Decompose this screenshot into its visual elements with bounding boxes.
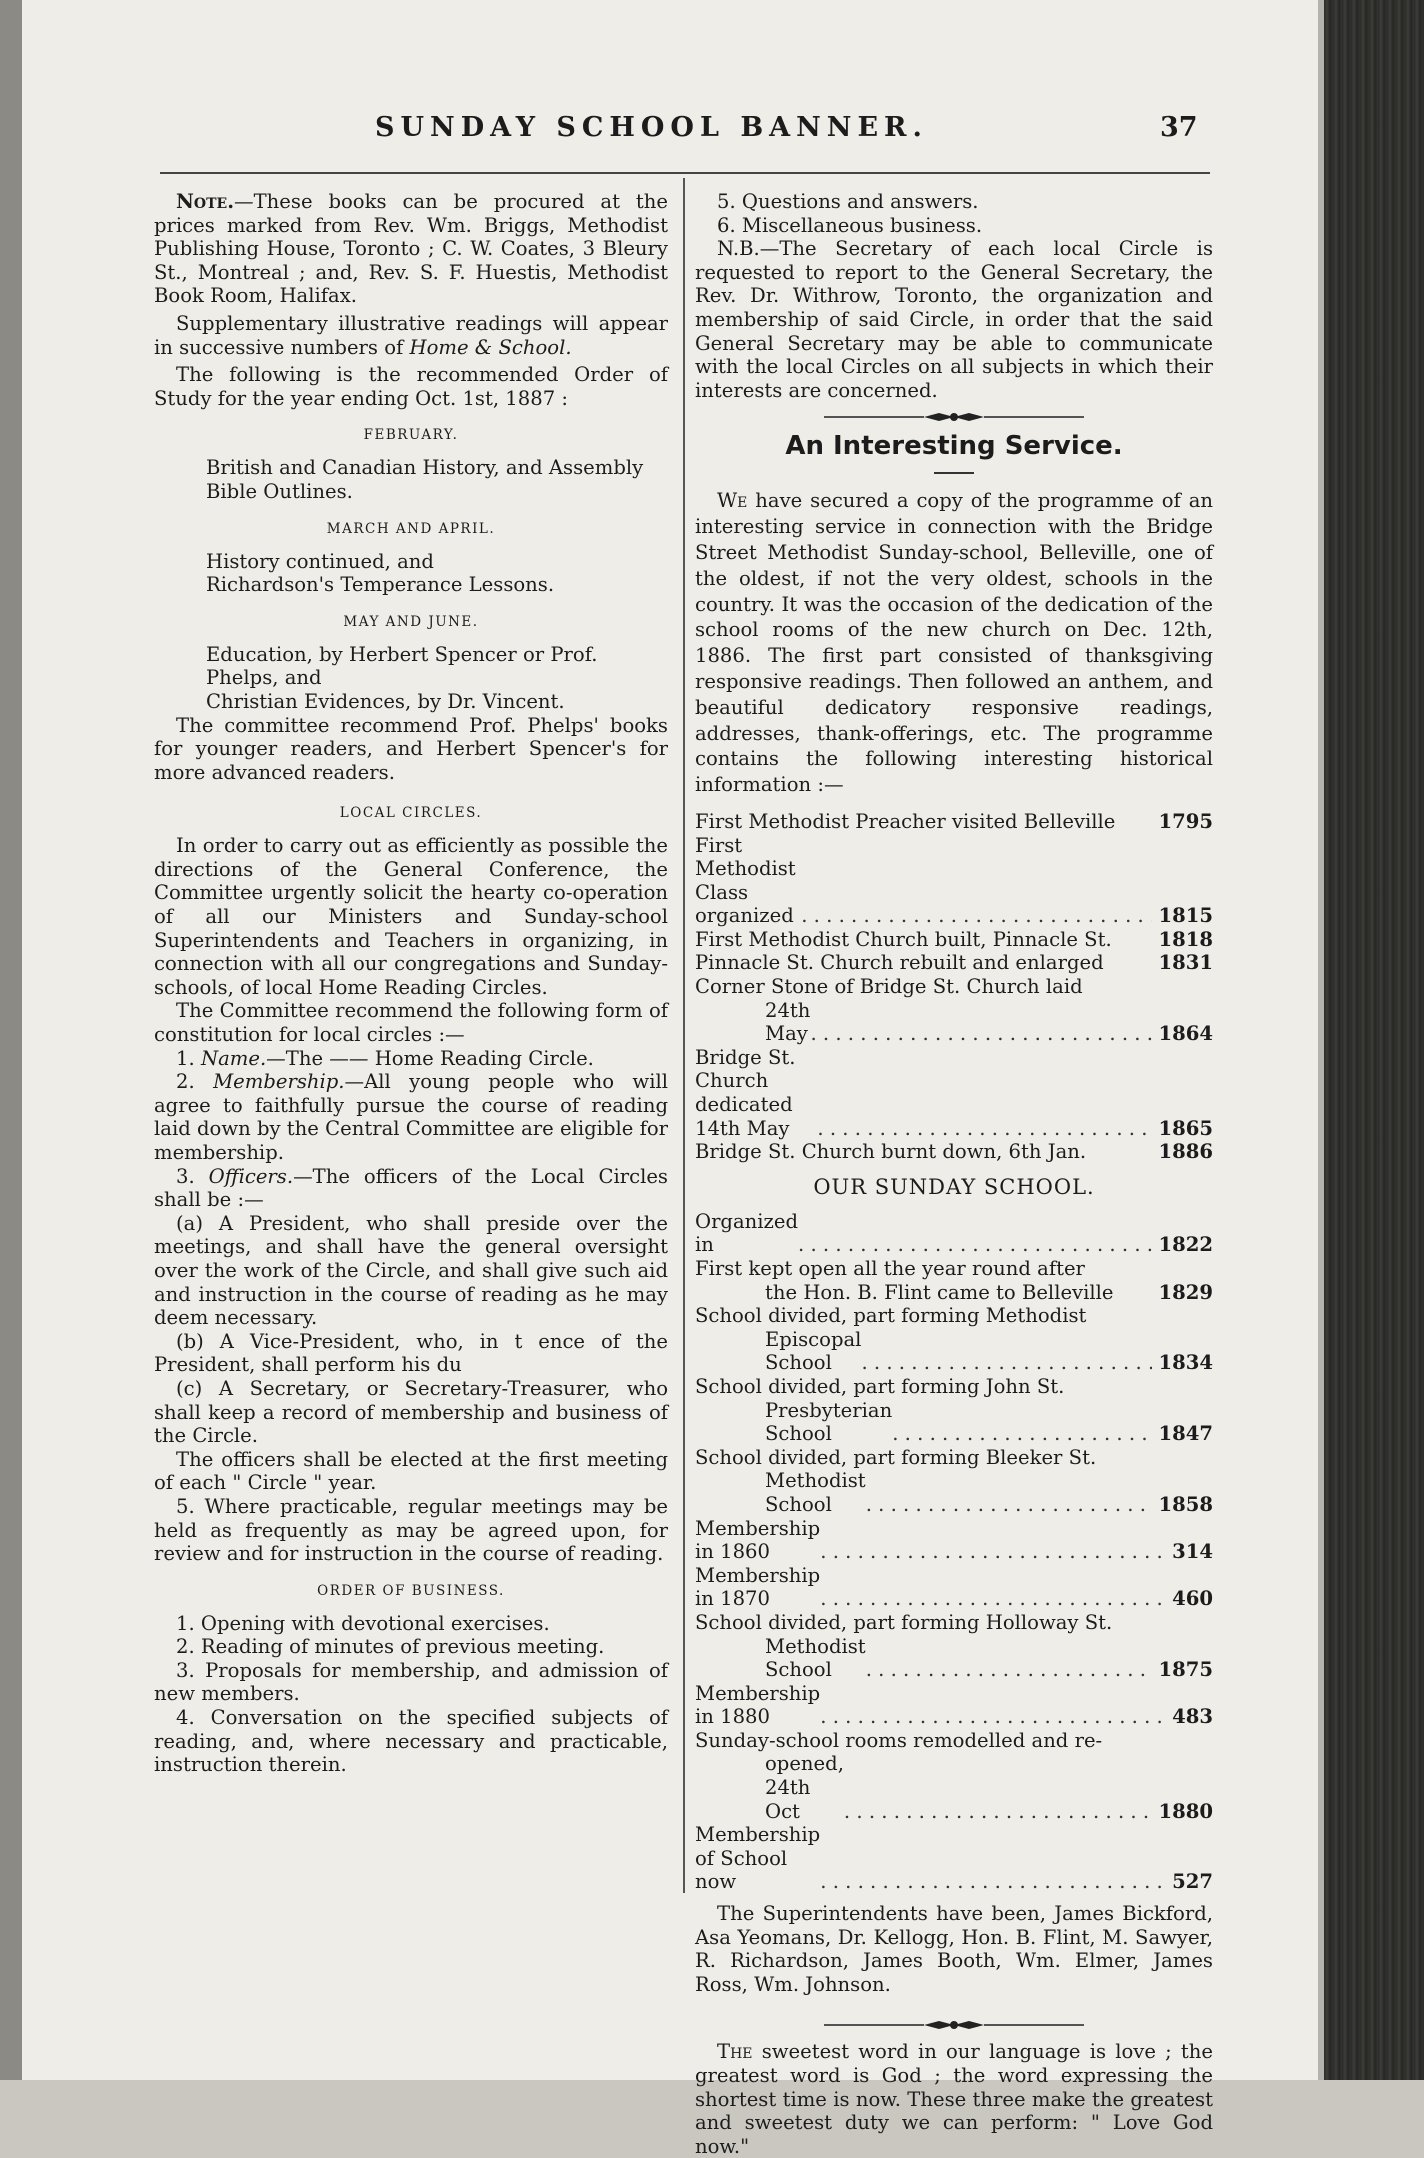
article-lead: We: [717, 489, 748, 513]
note-paragraph: [154, 190, 668, 308]
church-history-label: Corner Stone of Bridge St. Church laid: [695, 975, 1083, 999]
school-history-label: Methodist School: [765, 1634, 866, 1682]
school-history-entry: [695, 1752, 1213, 1823]
item-3-label: Officers.: [208, 1164, 294, 1188]
march-april-heading: MARCH AND APRIL.: [326, 520, 496, 537]
school-history-label: Membership in 1880: [695, 1681, 821, 1729]
school-history-label: Organized in: [695, 1209, 799, 1257]
school-history-label: Membership in 1870: [695, 1563, 821, 1611]
business-item-5: 5. Questions and answers.: [717, 190, 979, 213]
church-history-year: 1865: [1158, 1116, 1213, 1140]
column-divider: [683, 178, 685, 1893]
supplementary-italic: Home & School.: [409, 335, 572, 359]
leader-dots: [820, 1587, 1166, 1611]
article-title: An Interesting Service.: [785, 431, 1123, 462]
constitution-item-2: [154, 1070, 668, 1164]
local-circles-heading: LOCAL CIRCLES.: [339, 805, 483, 822]
school-history-year: 1829: [1158, 1280, 1213, 1304]
church-history-label: Pinnacle St. Church rebuilt and enlarged: [695, 951, 1104, 975]
church-history-entry: [695, 1046, 1213, 1140]
church-history-entry: [695, 928, 1213, 952]
church-history-year: 1864: [1158, 1022, 1213, 1046]
leader-dots: [820, 1870, 1166, 1894]
item-2-text: —All young people who will agree to faithfully pursue the course of reading laid down by the Central Committee are eligible for membership.: [154, 1070, 669, 1164]
school-history-line: [695, 1611, 1213, 1635]
ornament-divider-2: [824, 2018, 1084, 2032]
business-item-3: 3. Proposals for membership, and admission of new members.: [154, 1658, 668, 1706]
church-history-label: Bridge St. Church dedicated 14th May: [695, 1045, 796, 1140]
constitution-item-1: [154, 1047, 668, 1071]
local-circles-paragraph-1: In order to carry out as efficiently as possible the directions of the General Conference, the Committee urgently solicit the hearty co-operation of all our Ministers and Sunday-school Superintendents and Teachers in organizing, in connection with all our congregations and Sunday-schools, of local Home Reading Circles.: [154, 834, 668, 999]
constitution-item-3: [154, 1165, 668, 1212]
school-history-entry: [695, 1399, 1213, 1446]
church-history-label: First Methodist Class organized: [695, 833, 796, 928]
school-history-list: [695, 1210, 1213, 1894]
school-history-year: 1822: [1158, 1233, 1213, 1257]
church-history-label: Bridge St. Church burnt down, 6th Jan.: [695, 1140, 1087, 1164]
leader-dots: [866, 1493, 1153, 1517]
church-history-line: [695, 975, 1213, 999]
school-history-label: Membership in 1860: [695, 1516, 821, 1564]
school-history-year: 1880: [1158, 1799, 1213, 1823]
leader-dots: [810, 1022, 1152, 1046]
church-history-label: First Methodist Church built, Pinnacle St.: [695, 927, 1112, 951]
item-1-number: 1.: [176, 1046, 195, 1070]
business-item-1: 1. Opening with devotional exercises.: [176, 1611, 550, 1635]
school-history-entry: [695, 1823, 1213, 1894]
officer-secretary: (c) A Secretary, or Secretary-Treasurer, who shall keep a record of membership and business of the Circle.: [154, 1376, 668, 1448]
school-history-year: 1875: [1158, 1658, 1213, 1682]
school-history-label: School divided, part forming John St.: [695, 1374, 1065, 1398]
school-history-year: 314: [1172, 1540, 1213, 1564]
superintendents-paragraph: The Superintendents have been, James Bickford, Asa Yeomans, Dr. Kellogg, Hon. B. Flint, M. Sawyer, R. Richardson, James Booth, Wm. Elmer, James Ross, Wm. Johnson.: [695, 1902, 1213, 1996]
church-history-entry: [695, 810, 1213, 834]
church-history-entry: [695, 999, 1213, 1046]
leader-dots: [892, 1422, 1152, 1446]
school-history-entry: [695, 1635, 1213, 1682]
church-history-entry: [695, 834, 1213, 928]
business-item-2: 2. Reading of minutes of previous meeting.: [176, 1635, 605, 1659]
book-spine: [1324, 0, 1424, 2080]
leader-dots: [798, 1233, 1152, 1257]
left-column: [154, 190, 668, 1777]
item-2-number: 2.: [176, 1070, 195, 1094]
church-history-year: 1795: [1158, 809, 1213, 833]
article-text: have secured a copy of the programme of an interesting service in connection with the Bridge Street Methodist Sunday-school, Belleville, one of the oldest, if not the very oldest, schools in the country. It was the occasion of the dedication of the school rooms of the new church on Dec. 12th, 1886. The first part consisted of thanksgiving responsive readings. Then followed an anthem, and beautiful dedicatory responsive readings, addresses, thank-offerings, etc. The programme contains the following interesting historical information :—: [695, 489, 1213, 797]
school-history-label: Presbyterian School: [765, 1398, 893, 1446]
note-text: —These books can be procured at the prices marked from Rev. Wm. Briggs, Methodist Publishing House, Toronto ; C. W. Coates, 3 Bleury St., Montreal ; and, Rev. S. F. Huestis, Methodist Book Room, Halifax.: [154, 190, 668, 308]
leader-dots: [817, 1117, 1152, 1141]
leader-dots: [844, 1800, 1153, 1824]
title-underline: [934, 472, 974, 474]
may-june-heading: MAY AND JUNE.: [343, 613, 479, 630]
nb-paragraph: N.B.—The Secretary of each local Circle is requested to report to the General Secretary, the Rev. Dr. Withrow, Toronto, the organization and membership of said Circle, in order that the said General Secretary may be able to communicate with the local Circles on all subjects in which their interests are concerned.: [695, 237, 1213, 402]
order-of-study-paragraph: The following is the recommended Order of Study for the year ending Oct. 1st, 1887 :: [154, 363, 668, 410]
page-number: 37: [1160, 112, 1198, 143]
leader-dots: [801, 904, 1152, 928]
order-of-business-heading: ORDER OF BUSINESS.: [317, 1582, 505, 1599]
school-history-label: School divided, part forming Methodist: [695, 1304, 1087, 1328]
school-history-entry: [695, 1564, 1213, 1611]
item-2-label: Membership.: [213, 1070, 345, 1094]
school-history-entry: [695, 1328, 1213, 1375]
may-text-1: Education, by Herbert Spencer or Prof. Phelps, and: [206, 642, 598, 690]
item-3-text: —The officers of the Local Circles shall be :—: [154, 1164, 668, 1212]
church-history-list: [695, 810, 1213, 1164]
school-history-label: Methodist School: [765, 1469, 866, 1516]
item-3-number: 3.: [176, 1164, 195, 1188]
school-history-entry: [695, 1210, 1213, 1257]
school-history-entry: [695, 1682, 1213, 1729]
election-paragraph: The officers shall be elected at the first meeting of each " Circle " year.: [154, 1447, 668, 1495]
school-history-line: [695, 1304, 1213, 1328]
school-history-label: the Hon. B. Flint came to Belleville: [765, 1280, 1114, 1304]
school-history-label: Sunday-school rooms remodelled and re-: [695, 1728, 1103, 1752]
local-circles-paragraph-2: The Committee recommend the following form of constitution for local circles :—: [154, 999, 668, 1047]
church-history-year: 1818: [1158, 927, 1213, 951]
school-history-year: 1834: [1158, 1351, 1213, 1375]
february-text: British and Canadian History, and Assembly Bible Outlines.: [206, 456, 644, 503]
school-history-year: 1847: [1158, 1422, 1213, 1446]
church-history-label: First Methodist Preacher visited Belleville: [695, 809, 1116, 833]
leader-dots: [866, 1658, 1153, 1682]
church-history-entry: [695, 1140, 1213, 1164]
may-text-2: Christian Evidences, by Dr. Vincent.: [206, 689, 565, 713]
school-history-label: Membership of School now: [695, 1823, 821, 1894]
item-1-label: Name.: [200, 1046, 267, 1070]
leader-dots: [820, 1705, 1166, 1729]
school-history-line: [695, 1729, 1213, 1753]
item-1-text: —The —— Home Reading Circle.: [266, 1046, 594, 1070]
our-sunday-school-heading: OUR SUNDAY SCHOOL.: [813, 1174, 1095, 1199]
supplementary-paragraph: [154, 312, 668, 359]
school-history-line: [695, 1375, 1213, 1399]
leader-dots: [861, 1351, 1152, 1375]
church-history-year: 1815: [1158, 904, 1213, 928]
closing-text: sweetest word in our language is love ; the greatest word is God ; the word expressing the shortest time is now. These three make the greatest and sweetest duty we can perform: " Love God now.": [695, 2040, 1213, 2158]
closing-lead: The: [717, 2040, 753, 2064]
school-history-entry: [695, 1517, 1213, 1564]
business-item-6: 6. Miscellaneous business.: [717, 213, 983, 237]
school-history-entry: [695, 1281, 1213, 1305]
constitution-item-5: 5. Where practicable, regular meetings may be held as frequently as may be agreed upon, for review and for instruction in the course of reading.: [154, 1494, 668, 1566]
school-history-label: School divided, part forming Bleeker St.: [695, 1445, 1097, 1469]
supplementary-text: Supplementary illustrative readings will appear in successive numbers of: [154, 311, 668, 359]
church-history-entry: [695, 951, 1213, 975]
note-lead: Note.: [176, 190, 235, 213]
ornament-divider: [824, 410, 1084, 424]
committee-paragraph: The committee recommend Prof. Phelps' books for younger readers, and Herbert Spencer's for more advanced readers.: [154, 713, 668, 784]
business-item-4: 4. Conversation on the specified subjects of reading, and, where necessary and practicable, instruction therein.: [154, 1706, 668, 1777]
school-history-year: 1858: [1158, 1492, 1213, 1516]
leader-dots: [820, 1540, 1166, 1564]
school-history-label: School divided, part forming Holloway St.: [695, 1610, 1113, 1634]
running-title: SUNDAY SCHOOL BANNER.: [375, 112, 928, 143]
school-history-year: 483: [1172, 1705, 1213, 1729]
church-history-year: 1886: [1158, 1140, 1213, 1164]
march-text-1: History continued, and: [206, 549, 434, 573]
february-heading: FEBRUARY.: [363, 427, 459, 444]
church-history-label: 24th May: [765, 998, 811, 1046]
right-column: [695, 190, 1213, 2158]
school-history-line: [695, 1257, 1213, 1281]
school-history-label: Episcopal School: [765, 1327, 862, 1375]
school-history-line: [695, 1446, 1213, 1470]
church-history-year: 1831: [1158, 951, 1213, 975]
school-history-label: First kept open all the year round after: [695, 1257, 1085, 1280]
school-history-entry: [695, 1469, 1213, 1516]
officer-president: (a) A President, who shall preside over the meetings, and shall have the general oversight over the work of the Circle, and shall give such aid and instruction in the course of reading as he may deem necessary.: [154, 1211, 668, 1330]
article-paragraph: [695, 488, 1213, 798]
page-left-edge: [0, 0, 22, 2080]
school-history-label: opened, 24th Oct: [765, 1752, 844, 1823]
march-text-2: Richardson's Temperance Lessons.: [206, 573, 555, 597]
header-rule: [160, 172, 1210, 174]
school-history-year: 527: [1172, 1870, 1213, 1894]
closing-paragraph: [695, 2040, 1213, 2158]
officer-vice-president: (b) A Vice-President, who, in t ence of the President, shall perform his du: [154, 1329, 668, 1377]
school-history-year: 460: [1172, 1587, 1213, 1611]
